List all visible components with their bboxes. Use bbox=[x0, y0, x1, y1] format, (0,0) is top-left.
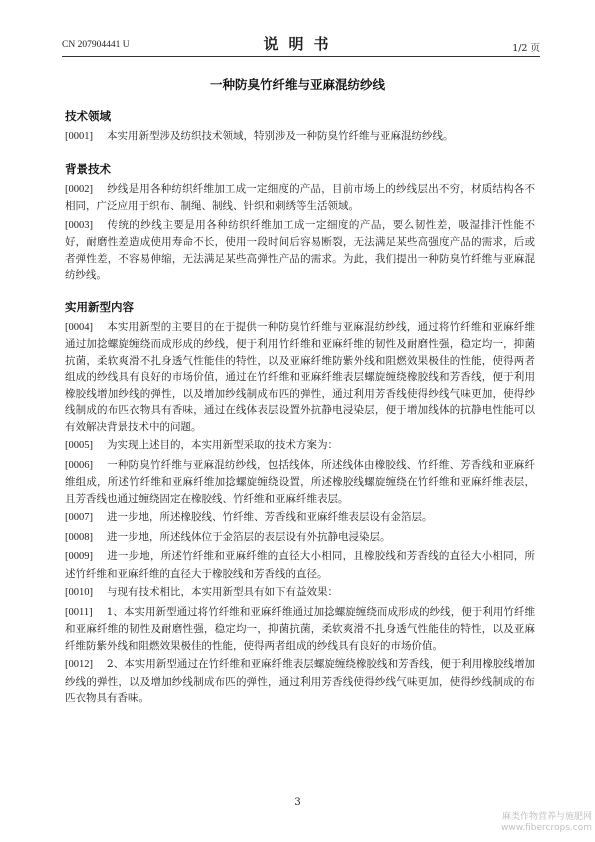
document-body bbox=[65, 108, 535, 709]
section-title: 背景技术 bbox=[65, 161, 111, 176]
paragraph-number: [0004] bbox=[65, 321, 93, 333]
page-number: 3 bbox=[294, 797, 301, 808]
paragraph-text: 1、本实用新型通过将竹纤维和亚麻纤维通过加捻螺旋缠绕而成形成的纱线，便于利用竹纤维和亚麻纤维的韧性及耐磨性强，稳定均一，抑菌抗菌，柔软爽滑不扎身透气性能佳的特性，以及亚麻纤维防紫外线和阻燃效果极佳的性能，使得两者组成的纱线具有良好的市场价值。 bbox=[65, 605, 535, 652]
paragraph bbox=[65, 584, 535, 602]
paragraph bbox=[65, 437, 535, 455]
paragraph-number: [0006] bbox=[65, 459, 93, 471]
site-watermark bbox=[462, 812, 592, 834]
paragraph-number: [0011] bbox=[65, 606, 93, 618]
paragraph bbox=[65, 319, 535, 436]
header-title: 说明书 bbox=[263, 35, 339, 53]
watermark-site-name: 麻类作物营养与施肥网 bbox=[501, 812, 592, 822]
paragraph-number: [0007] bbox=[65, 512, 93, 523]
paragraph-text: 进一步地，所述橡胶线、竹纤维、芳香线和亚麻纤维表层设有金箔层。 bbox=[107, 511, 433, 523]
paragraph bbox=[65, 128, 535, 146]
paragraph bbox=[65, 529, 535, 547]
paragraph-text: 与现有技术相比，本实用新型具有如下有益效果： bbox=[107, 586, 338, 598]
document-title: 一种防臭竹纤维与亚麻混纺纱线 bbox=[209, 77, 385, 92]
paragraph-text: 本实用新型的主要目的在于提供一种防臭竹纤维与亚麻混纺纱线，通过将竹纤维和亚麻纤维通过加捻螺旋缠绕而成形成的纱线，便于利用竹纤维和亚麻纤维的韧性及耐磨性强，稳定均一，抑菌抗菌，柔软爽滑不扎身透气性能佳的特性，以及亚麻纤维防紫外线和阻燃效果极佳的性能，使得两者组成的纱线具有良好的市场价值，通过在竹纤维和亚麻纤维表层螺旋缠绕橡胶线和芳香线，便于利用橡胶线增加纱线的弹性，以及增加纱线制成布匹的弹性，通过利用芳香线使得纱线气味更加，使得纱线制成的布匹衣物具有香味，通过在线体表层设置外抗静电浸染层，便于增加线体的抗静电性能可以有效解决背景技术中的问题。 bbox=[65, 320, 535, 433]
paragraph-text: 纱线是用各种纺织纤维加工成一定细度的产品，目前市场上的纱线层出不穷，材质结构各不相同，广泛应用于织布、制绳、制线、针织和刺绣等生活领域。 bbox=[65, 182, 535, 212]
watermark-url: www.fibercrops.com bbox=[501, 823, 592, 833]
paragraph bbox=[65, 656, 535, 707]
paragraph-number: [0002] bbox=[65, 183, 93, 195]
paragraph-text: 传统的纱线主要是用各种纺织纤维加工成一定细度的产品，要么韧性差，吸湿排汗性能不好，耐磨性差造成使用寿命不长，使用一段时间后容易断裂，无法满足某些高强度产品的需求，后或者弹性差，不容易伸缩，无法满足某些高弹性产品的需求。为此，我们提出一种防臭竹纤维与亚麻混纺纱线。 bbox=[65, 218, 535, 281]
paragraph-number: [0009] bbox=[65, 551, 93, 562]
paragraph bbox=[65, 457, 535, 508]
paragraph-text: 本实用新型涉及纺织技术领域，特别涉及一种防臭竹纤维与亚麻混纺纱线。 bbox=[107, 130, 454, 142]
paragraph-text: 进一步地，所述线体位于金箔层的表层设有外抗静电浸染层。 bbox=[107, 530, 391, 543]
paragraph-number: [0005] bbox=[65, 440, 93, 451]
paragraph bbox=[65, 509, 535, 527]
page-header bbox=[62, 32, 540, 57]
publication-number: CN 207904441 U bbox=[62, 40, 130, 50]
paragraph-text: 一种防臭竹纤维与亚麻混纺纱线，包括线体，所述线体由橡胶线、竹纤维、芳香线和亚麻纤维组成，所述竹纤维和亚麻纤维加捻螺旋缠绕设置，所述橡胶线螺旋缠绕在竹纤维和亚麻纤维表层，且芳香线也通过缠绕固定在橡胶线、竹纤维和亚麻纤维表层。 bbox=[65, 458, 535, 505]
section-background bbox=[65, 161, 535, 284]
paragraph-text: 2、本实用新型通过在竹纤维和亚麻纤维表层螺旋缠绕橡胶线和芳香线，便于利用橡胶线增加纱线的弹性，以及增加纱线制成布匹的弹性，通过利用芳香线使得纱线气味更加，使得纱线制成的布匹衣物具有香味。 bbox=[65, 658, 535, 704]
section-technical-field bbox=[65, 108, 535, 146]
paragraph-number: [0003] bbox=[65, 219, 93, 231]
section-title: 技术领域 bbox=[65, 109, 111, 123]
paragraph bbox=[65, 604, 535, 655]
paragraph-number: [0008] bbox=[65, 531, 93, 543]
paragraph bbox=[65, 548, 535, 582]
paragraph bbox=[65, 217, 535, 284]
paragraph-text: 进一步地，所述竹纤维和亚麻纤维的直径大小相同，且橡胶线和芳香线的直径大小相同，所述竹纤维和亚麻纤维的直径大于橡胶线和芳香线的直径。 bbox=[65, 550, 535, 580]
paragraph-number: [0012] bbox=[65, 659, 93, 670]
paragraph bbox=[65, 181, 535, 215]
section-utility-content bbox=[65, 299, 535, 707]
paragraph-text: 为实现上述目的，本实用新型采取的技术方案为： bbox=[107, 439, 338, 451]
paragraph-number: [0001] bbox=[65, 131, 93, 142]
page-indicator: 1/2 页 bbox=[512, 43, 540, 54]
paragraph-number: [0010] bbox=[65, 587, 93, 598]
section-title: 实用新型内容 bbox=[65, 299, 134, 314]
